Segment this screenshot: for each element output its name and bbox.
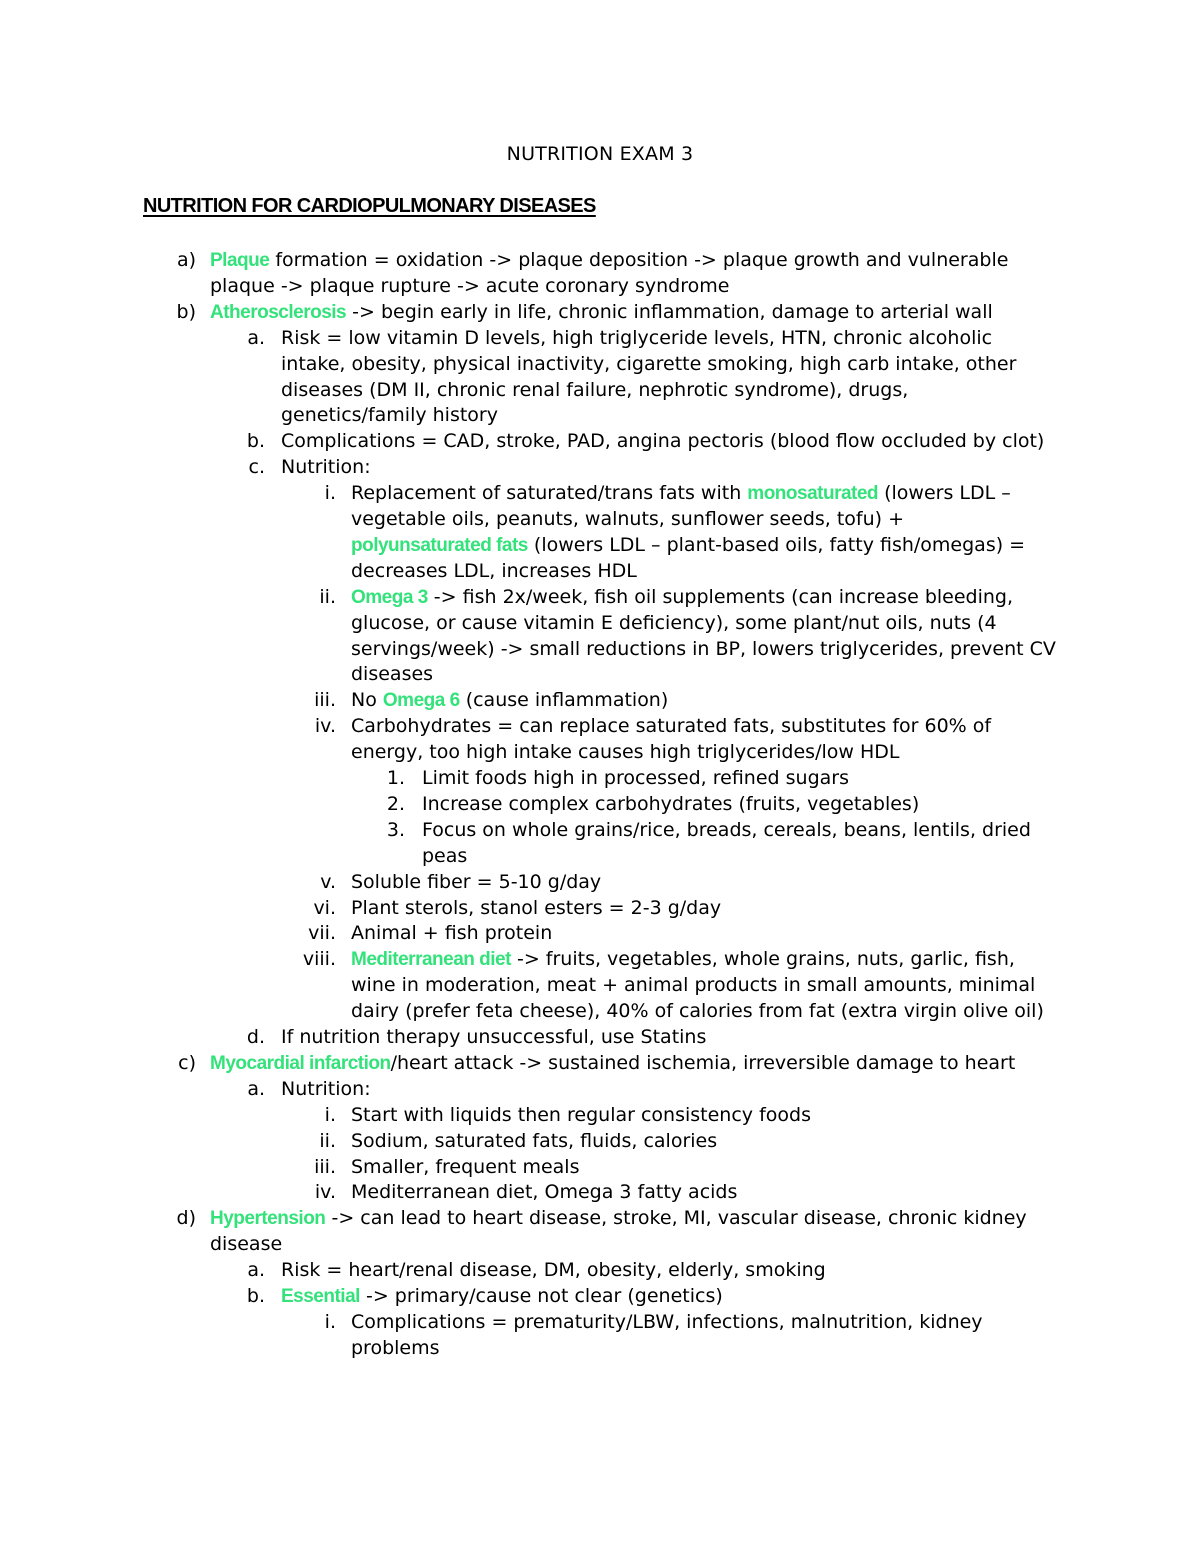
outline-line [351, 869, 601, 895]
outline-line [281, 351, 1016, 377]
list-marker: viii. [302, 948, 336, 971]
outline-line [351, 532, 1025, 559]
outline-line [281, 1076, 371, 1102]
list-marker: iii. [314, 689, 336, 712]
line-text: decreases LDL, increases HDL [351, 559, 637, 582]
line-text: Nutrition: [281, 1077, 371, 1100]
line-text: diseases (DM II, chronic renal failure, nephrotic syndrome), drugs, [281, 378, 909, 401]
list-marker: d. [246, 1026, 265, 1048]
list-marker: iv. [314, 715, 336, 738]
line-text: vegetable oils, peanuts, walnuts, sunflower seeds, tofu) + [351, 508, 905, 530]
line-text: problems [351, 1336, 440, 1359]
line-text: intake, obesity, physical inactivity, cigarette smoking, high carb intake, other [281, 352, 1017, 375]
line-text: formation = oxidation -> plaque deposition -> plaque growth and vulnerable [269, 249, 1009, 271]
highlighted-term: Omega 6 [382, 690, 460, 712]
line-text: Smaller, frequent meals [351, 1155, 580, 1178]
outline-line [351, 1102, 811, 1128]
line-text: Carbohydrates = can replace saturated fats, substitutes for 60% of [351, 715, 992, 738]
line-text: Complications = prematurity/LBW, infections, malnutrition, kidney [351, 1310, 983, 1333]
list-marker: c) [178, 1051, 196, 1074]
outline-line [351, 713, 991, 739]
section-heading: NUTRITION FOR CARDIOPULMONARY DISEASES [143, 195, 596, 217]
list-marker: vii. [308, 922, 336, 945]
list-marker: d) [176, 1207, 196, 1230]
outline-line [422, 791, 919, 817]
line-text: Increase complex carbohydrates (fruits, vegetables) [422, 792, 920, 815]
highlighted-term: Myocardial infarction [210, 1052, 391, 1074]
line-text: Plant sterols, stanol esters = 2-3 g/day [351, 896, 722, 919]
list-marker: a. [247, 1259, 265, 1282]
line-text: -> primary/cause not clear (genetics) [359, 1285, 723, 1307]
line-text: No [351, 689, 383, 712]
outline-line [351, 998, 1044, 1024]
list-marker: a. [247, 1077, 265, 1100]
highlighted-term: Essential [281, 1286, 360, 1307]
line-text: disease [210, 1233, 283, 1256]
line-text: -> fish 2x/week, fish oil supplements (can increase bleeding, [427, 585, 1014, 608]
line-text: Sodium, saturated fats, fluids, calories [351, 1129, 718, 1152]
list-marker: i. [324, 1310, 336, 1333]
line-text: Limit foods high in processed, refined sugars [422, 767, 849, 789]
line-text: energy, too high intake causes high triglycerides/low HDL [351, 741, 900, 764]
line-text: diseases [351, 663, 434, 686]
list-marker: ii. [319, 1129, 336, 1152]
line-text: Mediterranean diet, Omega 3 fatty acids [351, 1181, 738, 1204]
line-text: Risk = low vitamin D levels, high triglyceride levels, HTN, chronic alcoholic [281, 326, 993, 349]
line-text: Replacement of saturated/trans fats with [351, 482, 748, 505]
outline-line [281, 377, 908, 403]
outline-line [351, 687, 668, 714]
line-text: Animal + fish protein [351, 922, 553, 945]
line-text: Complications = CAD, stroke, PAD, angina pectoris (blood flow occluded by clot) [281, 430, 1045, 453]
outline-line [351, 610, 997, 636]
highlighted-term: monosaturated [747, 483, 879, 505]
outline-line [281, 1257, 826, 1283]
line-text: peas [422, 844, 468, 867]
list-marker: i. [324, 1103, 336, 1126]
list-marker: b. [246, 430, 265, 453]
line-text: /heart attack -> sustained ischemia, irreversible damage to heart [390, 1051, 1016, 1074]
list-marker: vi. [313, 896, 336, 919]
list-marker: ii. [319, 585, 336, 608]
list-marker: i. [324, 482, 336, 505]
outline-line [210, 273, 729, 299]
outline-line [281, 428, 1044, 454]
outline-line [281, 325, 992, 351]
outline-line [210, 1205, 1027, 1232]
line-text: If nutrition therapy unsuccessful, use Statins [281, 1026, 707, 1048]
outline-line [210, 1231, 282, 1257]
outline-line [351, 480, 1011, 507]
outline-line [351, 1309, 983, 1335]
list-marker: 3. [386, 818, 405, 841]
line-text: (lowers LDL – [878, 482, 1011, 505]
outline-line [351, 1179, 737, 1205]
outline-line [351, 506, 904, 532]
list-marker: iv. [314, 1181, 336, 1204]
document-title: NUTRITION EXAM 3 [506, 143, 694, 165]
list-marker: iii. [314, 1155, 336, 1178]
outline-line [210, 247, 1008, 274]
highlighted-term: Atherosclerosis [210, 301, 347, 323]
line-text: Soluble fiber = 5-10 g/day [351, 870, 602, 893]
list-marker: b) [176, 300, 196, 323]
outline-line [351, 946, 1015, 973]
outline-line [281, 1024, 706, 1050]
outline-line [351, 972, 1035, 998]
outline-line [281, 402, 498, 428]
highlighted-term: Plaque [210, 250, 270, 271]
line-text: Start with liquids then regular consistency foods [351, 1103, 811, 1126]
line-text: Nutrition: [281, 456, 371, 479]
outline-line [351, 1335, 440, 1361]
line-text: servings/week) -> small reductions in BP, lowers triglycerides, prevent CV [351, 637, 1056, 660]
list-marker: a. [247, 326, 265, 349]
line-text: -> can lead to heart disease, stroke, MI, vascular disease, chronic kidney [325, 1207, 1027, 1230]
outline-line [422, 843, 467, 869]
outline-line [351, 895, 721, 921]
outline-line [351, 636, 1056, 662]
line-text: wine in moderation, meat + animal products in small amounts, minimal [351, 974, 1036, 997]
highlighted-term: Mediterranean diet [351, 949, 511, 971]
list-marker: b. [246, 1285, 265, 1307]
line-text: (cause inflammation) [459, 689, 669, 712]
line-text: Risk = heart/renal disease, DM, obesity, elderly, smoking [281, 1259, 826, 1282]
line-text: genetics/family history [281, 404, 498, 427]
outline-line [210, 299, 993, 326]
highlighted-term: Omega 3 [351, 586, 428, 608]
outline-line [210, 1050, 1015, 1077]
outline-line [351, 920, 552, 946]
highlighted-term: polyunsaturated fats [351, 534, 528, 556]
list-marker: c. [248, 456, 265, 479]
line-text: -> begin early in life, chronic inflammation, damage to arterial wall [346, 300, 993, 323]
outline-line [422, 765, 849, 791]
line-text: Focus on whole grains/rice, breads, cereals, beans, lentils, dried [422, 818, 1031, 841]
list-marker: v. [320, 870, 336, 893]
outline-line [351, 558, 637, 584]
outline-line [351, 1154, 579, 1180]
list-marker: 1. [386, 767, 405, 789]
outline-line [351, 1128, 717, 1154]
outline-line [281, 454, 371, 480]
outline-line [351, 584, 1013, 611]
outline-line [422, 817, 1031, 843]
line-text: dairy (prefer feta cheese), 40% of calories from fat (extra virgin olive oil) [351, 1000, 1044, 1023]
outline-line [351, 661, 433, 687]
list-marker: 2. [386, 792, 405, 815]
line-text: (lowers LDL – plant-based oils, fatty fish/omegas) = [527, 533, 1026, 556]
line-text: plaque -> plaque rupture -> acute coronary syndrome [210, 274, 730, 297]
outline-line [281, 1283, 723, 1310]
highlighted-term: Hypertension [210, 1208, 326, 1230]
line-text: glucose, or cause vitamin E deficiency), some plant/nut oils, nuts (4 [351, 611, 997, 634]
list-marker: a) [176, 249, 196, 271]
outline-line [351, 739, 899, 765]
line-text: -> fruits, vegetables, whole grains, nuts, garlic, fish, [510, 948, 1015, 971]
